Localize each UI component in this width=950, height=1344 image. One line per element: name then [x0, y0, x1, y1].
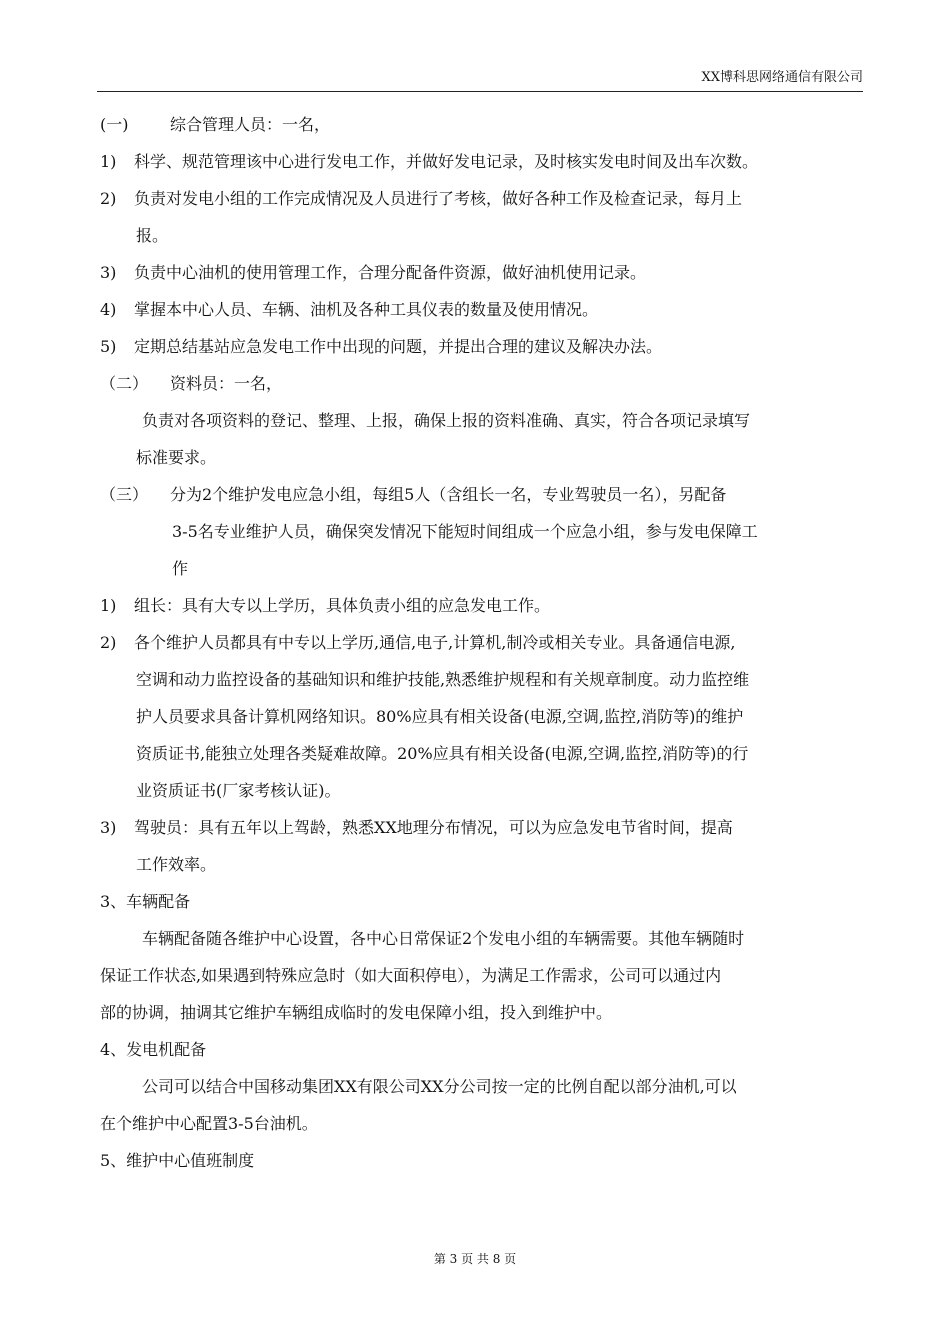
- section-title-duty: 5、维护中心值班制度: [100, 1151, 255, 1170]
- paragraph-line: 公司可以结合中国移动集团XX有限公司XX分公司按一定的比例自配以部分油机,可以: [142, 1077, 737, 1096]
- line-text: 驾驶员：具有五年以上驾龄，熟悉XX地理分布情况，可以为应急发电节省时间，提高: [134, 818, 733, 837]
- section-heading-1: [100, 115, 864, 152]
- list-item-continuation: 工作效率。: [136, 855, 217, 874]
- paragraph-line: 3-5名专业维护人员，确保突发情况下能短时间组成一个应急小组，参与发电保障工: [172, 522, 758, 541]
- line-text: 各个维护人员都具有中专以上学历,通信,电子,计算机,制冷或相关专业。具备通信电源,: [134, 633, 736, 652]
- list-number: 2): [100, 633, 117, 652]
- section-title-vehicles: 3、车辆配备: [100, 892, 191, 911]
- list-item: [100, 300, 864, 337]
- list-number: 3): [100, 263, 117, 282]
- document-body: [100, 115, 864, 1188]
- list-number: 2): [100, 189, 117, 208]
- section-heading-2: [100, 374, 864, 411]
- page-number: 第 3 页 共 8 页: [433, 1252, 517, 1266]
- line-text: 负责对发电小组的工作完成情况及人员进行了考核，做好各种工作及检查记录，每月上: [134, 189, 743, 208]
- list-number: 3): [100, 818, 117, 837]
- list-number: 1): [100, 596, 117, 615]
- paragraph-line: 车辆配备随各维护中心设置，各中心日常保证2个发电小组的车辆需要。其他车辆随时: [142, 929, 745, 948]
- paragraph-line: 在个维护中心配置3-5台油机。: [100, 1114, 318, 1133]
- list-number: （三）: [100, 485, 149, 504]
- list-item-continuation: 资质证书,能独立处理各类疑难故障。20%应具有相关设备(电源,空调,监控,消防等)的行: [136, 744, 749, 763]
- paragraph-line: 保证工作状态,如果遇到特殊应急时（如大面积停电），为满足工作需求，公司可以通过内: [100, 966, 722, 985]
- paragraph-line: 标准要求。: [136, 448, 217, 467]
- paragraph-line: 部的协调，抽调其它维护车辆组成临时的发电保障小组，投入到维护中。: [100, 1003, 613, 1022]
- list-number: 4): [100, 300, 117, 319]
- company-name: XX博科思网络通信有限公司: [701, 70, 863, 85]
- list-item: [100, 152, 864, 189]
- list-number: （二）: [100, 374, 149, 393]
- list-item: [100, 337, 864, 374]
- list-item: [100, 818, 864, 855]
- list-number: 1): [100, 152, 117, 171]
- page-footer: [0, 1250, 950, 1268]
- line-text: 负责中心油机的使用管理工作，合理分配备件资源，做好油机使用记录。: [134, 263, 647, 282]
- section-heading-3: [100, 485, 864, 522]
- paragraph-line: 作: [172, 559, 189, 578]
- line-text: 科学、规范管理该中心进行发电工作，并做好发电记录，及时核实发电时间及出车次数。: [134, 152, 759, 171]
- list-number: 5): [100, 337, 117, 356]
- paragraph-line: 负责对各项资料的登记、整理、上报，确保上报的资料准确、真实，符合各项记录填写: [142, 411, 751, 430]
- list-item: [100, 596, 864, 633]
- line-text: 组长：具有大专以上学历，具体负责小组的应急发电工作。: [134, 596, 551, 615]
- list-number: (一): [100, 115, 129, 134]
- line-text: 资料员：一名，: [170, 374, 283, 393]
- list-item: [100, 633, 864, 670]
- line-text: 掌握本中心人员、车辆、油机及各种工具仪表的数量及使用情况。: [134, 300, 599, 319]
- list-item: [100, 263, 864, 300]
- section-title-generators: 4、发电机配备: [100, 1040, 207, 1059]
- list-item-continuation: 业资质证书(厂家考核认证)。: [136, 781, 341, 800]
- list-item-continuation: 空调和动力监控设备的基础知识和维护技能,熟悉维护规程和有关规章制度。动力监控维: [136, 670, 750, 689]
- page-header: [97, 68, 863, 92]
- line-text: 定期总结基站应急发电工作中出现的问题，并提出合理的建议及解决办法。: [134, 337, 663, 356]
- line-text: 分为2个维护发电应急小组，每组5人（含组长一名，专业驾驶员一名），另配备: [170, 485, 727, 504]
- list-item-continuation: 报。: [136, 226, 169, 245]
- list-item-continuation: 护人员要求具备计算机网络知识。80%应具有相关设备(电源,空调,监控,消防等)的维护: [136, 707, 744, 726]
- line-text: 综合管理人员：一名，: [170, 115, 331, 134]
- list-item: [100, 189, 864, 226]
